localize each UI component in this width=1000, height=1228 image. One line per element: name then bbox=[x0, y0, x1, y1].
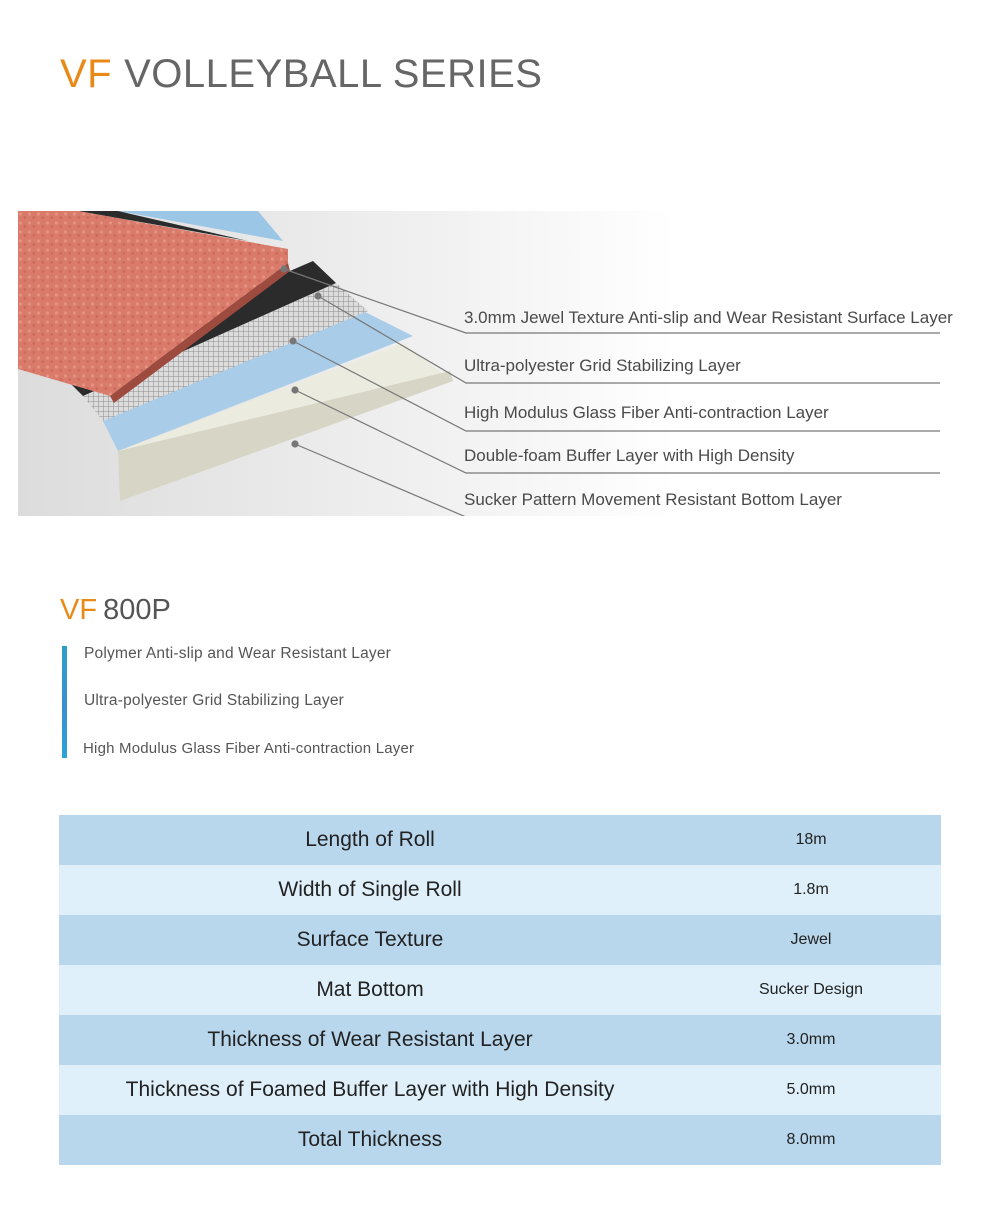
callout-foam-layer: Double-foam Buffer Layer with High Density bbox=[464, 446, 795, 465]
layer-structure-diagram bbox=[18, 211, 958, 516]
spec-value: 3.0mm bbox=[786, 1031, 836, 1048]
model-title bbox=[60, 594, 171, 627]
spec-label: Surface Texture bbox=[296, 928, 444, 951]
spec-row bbox=[59, 815, 941, 865]
model-layer-3: High Modulus Glass Fiber Anti-contraction Layer bbox=[83, 740, 415, 757]
spec-row bbox=[59, 865, 941, 915]
spec-value: Jewel bbox=[790, 931, 832, 948]
spec-label: Total Thickness bbox=[297, 1128, 443, 1151]
callout-glass-fiber-layer: High Modulus Glass Fiber Anti-contraction Layer bbox=[464, 403, 829, 422]
spec-row bbox=[59, 915, 941, 965]
model-layer-1: Polymer Anti-slip and Wear Resistant Layer bbox=[84, 645, 392, 662]
model-brand: VF bbox=[60, 594, 98, 626]
series-title bbox=[60, 52, 542, 97]
series-name: VOLLEYBALL SERIES bbox=[124, 52, 543, 96]
model-layer-bar bbox=[62, 646, 67, 758]
model-code: 800P bbox=[103, 594, 171, 626]
spec-label: Mat Bottom bbox=[316, 978, 424, 1001]
series-brand: VF bbox=[60, 52, 113, 96]
callout-bottom-layer: Sucker Pattern Movement Resistant Bottom Layer bbox=[464, 490, 842, 509]
spec-value: 18m bbox=[795, 831, 827, 848]
spec-value: Sucker Design bbox=[758, 981, 864, 998]
callout-surface-layer: 3.0mm Jewel Texture Anti-slip and Wear Resistant Surface Layer bbox=[464, 308, 953, 327]
layer-structure-figure bbox=[18, 211, 958, 516]
spec-value: 1.8m bbox=[793, 881, 829, 898]
spec-label: Width of Single Roll bbox=[278, 878, 462, 901]
callout-grid-layer: Ultra-polyester Grid Stabilizing Layer bbox=[464, 356, 741, 375]
model-layer-2: Ultra-polyester Grid Stabilizing Layer bbox=[84, 692, 345, 709]
spec-label: Length of Roll bbox=[305, 828, 435, 851]
spec-row bbox=[59, 965, 941, 1015]
spec-label: Thickness of Foamed Buffer Layer with High Density bbox=[125, 1078, 615, 1101]
spec-row bbox=[59, 1015, 941, 1065]
spec-row bbox=[59, 1115, 941, 1165]
spec-row bbox=[59, 1065, 941, 1115]
spec-table bbox=[59, 815, 941, 1165]
spec-value: 8.0mm bbox=[786, 1131, 836, 1148]
spec-value: 5.0mm bbox=[786, 1081, 836, 1098]
spec-label: Thickness of Wear Resistant Layer bbox=[207, 1028, 533, 1051]
